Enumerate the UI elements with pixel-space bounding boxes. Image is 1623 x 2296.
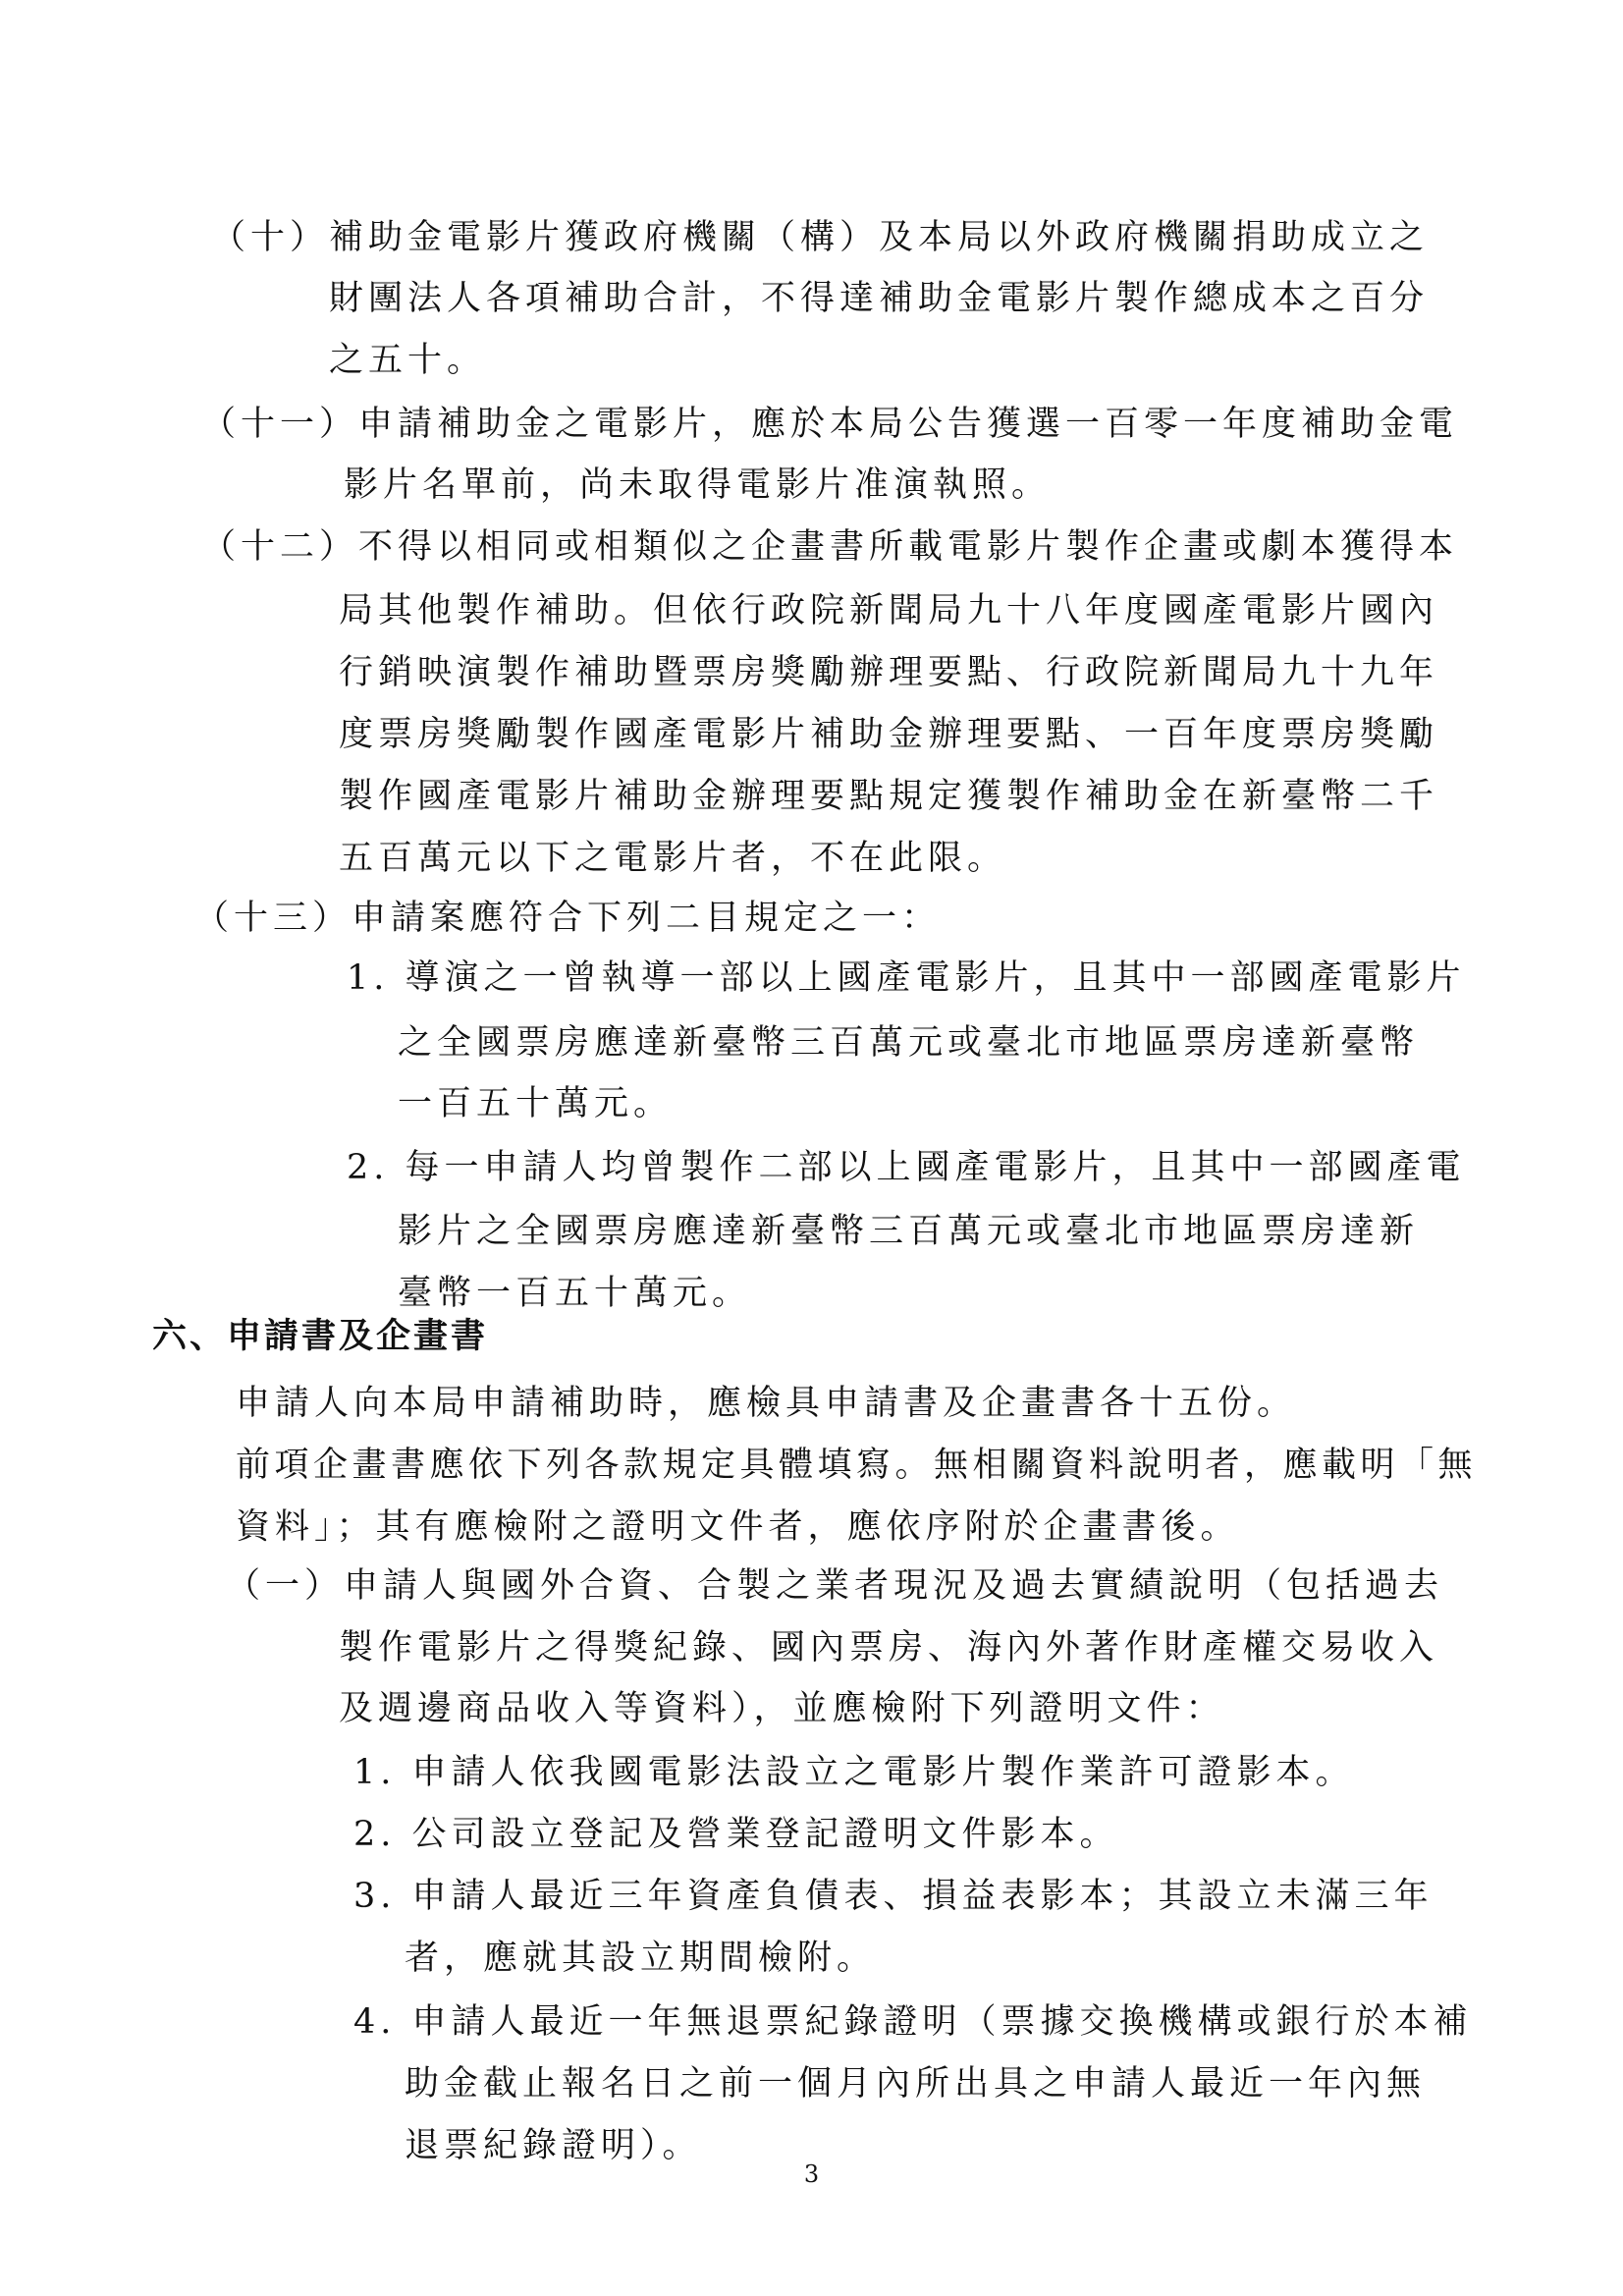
item-11-line-1: （十一）申請補助金之電影片，應於本局公告獲選一百零一年度補助金電 — [201, 405, 1459, 444]
item-10-line-3: 之五十。 — [329, 341, 487, 380]
item-12-line-6: 五百萬元以下之電影片者，不在此限。 — [339, 839, 1007, 878]
item-1-line-3: 及週邊商品收入等資料），並應檢附下列證明文件： — [339, 1689, 1225, 1728]
item-12-line-5: 製作國產電影片補助金辦理要點規定獲製作補助金在新臺幣二千 — [339, 777, 1439, 816]
item-13-sub-1-line-2: 之全國票房應達新臺幣三百萬元或臺北市地區票房達新臺幣 — [398, 1023, 1420, 1063]
item-13-sub-1-line-3: 一百五十萬元。 — [398, 1084, 674, 1123]
item-1-sub-4-line-1: 4. 申請人最近一年無退票紀錄證明（票據交換機構或銀行於本補 — [353, 2002, 1473, 2042]
item-1-sub-4-line-2: 助金截止報名日之前一個月內所出具之申請人最近一年內無 — [405, 2064, 1427, 2104]
item-10-line-1: （十）補助金電影片獲政府機關（構）及本局以外政府機關捐助成立之 — [211, 218, 1430, 257]
item-10-line-2: 財團法人各項補助合計，不得達補助金電影片製作總成本之百分 — [329, 279, 1430, 318]
section-6-heading: 六、申請書及企畫書 — [152, 1316, 489, 1356]
section-6-para-2-line-2: 資料」；其有應檢附之證明文件者，應依序附於企畫書後。 — [236, 1507, 1240, 1547]
item-13-line-1: （十三）申請案應符合下列二目規定之一： — [194, 899, 942, 938]
item-12-line-1: （十二）不得以相同或相類似之企畫書所載電影片製作企畫或劇本獲得本 — [201, 527, 1459, 567]
item-1-sub-3-line-2: 者，應就其設立期間檢附。 — [405, 1939, 877, 1978]
item-11-line-2: 影片名單前，尚未取得電影片准演執照。 — [344, 465, 1052, 505]
item-1-line-1: （一）申請人與國外合資、合製之業者現況及過去實績說明（包括過去 — [226, 1566, 1444, 1606]
item-13-sub-2-line-2: 影片之全國票房應達新臺幣三百萬元或臺北市地區票房達新 — [398, 1212, 1420, 1251]
page-number: 3 — [803, 2160, 820, 2188]
section-6-para-2-line-1: 前項企畫書應依下列各款規定具體填寫。無相關資料說明者，應載明「無 — [236, 1446, 1478, 1485]
item-1-sub-2: 2. 公司設立登記及營業登記證明文件影本。 — [353, 1815, 1119, 1854]
item-12-line-2: 局其他製作補助。但依行政院新聞局九十八年度國產電影片國內 — [339, 591, 1439, 630]
item-13-sub-2-line-1: 2. 每一申請人均曾製作二部以上國產電影片，且其中一部國產電 — [347, 1148, 1466, 1187]
item-13-sub-1-line-1: 1. 導演之一曾執導一部以上國產電影片，且其中一部國產電影片 — [347, 958, 1466, 998]
item-1-line-2: 製作電影片之得獎紀錄、國內票房、海內外著作財產權交易收入 — [339, 1628, 1439, 1667]
item-1-sub-1: 1. 申請人依我國電影法設立之電影片製作業許可證影本。 — [353, 1753, 1355, 1792]
item-1-sub-4-line-3: 退票紀錄證明）。 — [405, 2126, 702, 2165]
item-12-line-4: 度票房獎勵製作國產電影片補助金辦理要點、一百年度票房獎勵 — [339, 715, 1439, 754]
section-6-para-1: 申請人向本局申請補助時，應檢具申請書及企畫書各十五份。 — [236, 1384, 1297, 1423]
item-12-line-3: 行銷映演製作補助暨票房獎勵辦理要點、行政院新聞局九十九年 — [339, 653, 1439, 692]
item-13-sub-2-line-3: 臺幣一百五十萬元。 — [398, 1274, 752, 1313]
item-1-sub-3-line-1: 3. 申請人最近三年資產負債表、損益表影本；其設立未滿三年 — [353, 1877, 1434, 1916]
